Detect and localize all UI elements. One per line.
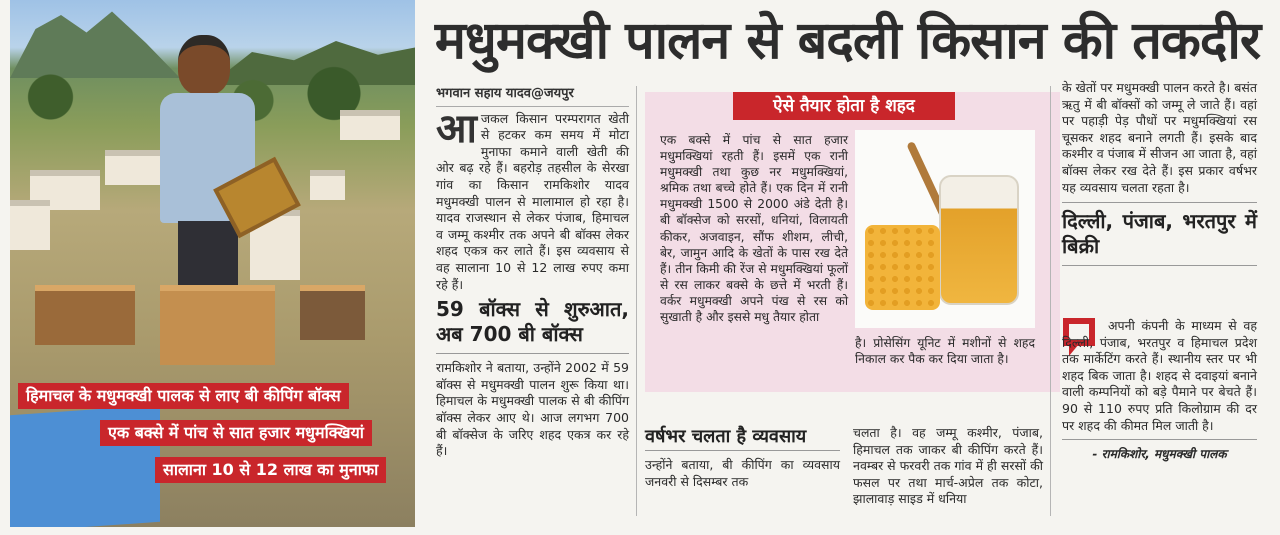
farmer-figure (160, 35, 270, 285)
divider (436, 353, 629, 354)
column-1 (436, 86, 629, 460)
intro-text: जकल किसान परम्परागत खेती से हटकर कम समय में मोटा मुनाफा कमाने वाली खेती की ओर बढ़ रहे हैं। बहरोड़ तहसील के सेरखा गांव का किसान रामकिशोर यादव मधुमक्खी पालन से मालामाल हो रहा है। यादव राजस्थान से लेकर पंजाब, हिमाचल व जम्मू कश्मीर तक अपने बी बॉक्स लेकर शहद एकत्र कर लाते हैं। इस व्यवसाय से वह सालाना 10 से 12 लाख रुपए कमा रहे हैं। (436, 110, 629, 292)
subheading-year-round: वर्षभर चलता है व्यवसाय (645, 426, 807, 447)
column-right (1062, 80, 1257, 272)
divider (1062, 439, 1257, 440)
quote-text: अपनी कंपनी के माध्यम से वह दिल्ली, पंजाब, भरतपुर व हिमाचल प्रदेश तक मार्केटिंग करते हैं। स्थानीय स्तर पर भी शहद बिक जाता है। शहद से दवाइयां बनाने वाली कम्पनियों को बड़े पैमाने पर बेचते हैं। 90 से 110 रुपए प्रति किलोग्राम की दर पर शहद की कीमत मिल जाती है। (1062, 318, 1257, 433)
divider (1062, 265, 1257, 266)
honey-box-title: ऐसे तैयार होता है शहद (733, 92, 955, 120)
year-round-section (645, 425, 840, 490)
bee-box (105, 150, 165, 185)
year-round-text-continued: चलता है। वह जम्मू कश्मीर, पंजाब, हिमाचल तक जाकर बी कीपिंग करते हैं। नवम्बर से फरवरी तक गांव में ही सरसों की फसल पर तथा मार्च-अप्रेल तक कोटा, झालावाड़ साइड में धनिया (853, 425, 1043, 507)
honey-jar (939, 175, 1019, 305)
photo-caption: हिमाचल के मधुमक्खी पालक से लाए बी कीपिंग बॉक्स (18, 383, 349, 409)
honeycomb (865, 225, 940, 310)
wooden-bee-box (300, 285, 365, 340)
subheading-59-boxes: 59 बॉक्स से शुरुआत, अब 700 बी बॉक्स (436, 297, 629, 347)
bee-box (340, 110, 400, 140)
intro-paragraph (436, 105, 629, 294)
quote-block (1062, 318, 1257, 463)
quote-attribution: - रामकिशोर, मधुमक्खी पालक (1092, 447, 1227, 462)
paragraph-2: रामकिशोर ने बताया, उन्होंने 2002 में 59 बॉक्स से मधुमक्खी पालन शुरू किया था। हिमाचल के मधुमक्खी पालक से बी कीपिंग बॉक्स लेकर आए थे। आज लगभग 700 बी बॉक्सेज के जरिए शहद एकत्र कर रहे हैं। (436, 360, 629, 459)
byline: भगवान सहाय यादव@जयपुर (436, 86, 629, 107)
honey-box-text: एक बक्से में पांच से सात हजार मधुमक्खियां रहती हैं। इसमें एक रानी मधुमक्खी तथा कुछ नर मधुमक्खियां, श्रमिक तथा बच्चे होते हैं। एक दिन में रानी मधुमक्खी 1500 से 2000 अंडे देती है। बी बॉक्सेज को सरसों, धनियां, विलायती कीकर, अजवाइन, सौंफ शीशम, लीची, बेर, जामुन आदि के खेतों के पास रख देते हैं। तीन किमी की रेंज से मधुमक्खियां फूलों से रस लाकर बक्से के छत्ते में भरती हैं। वर्कर मधुमक्खी अपने पंख से रस को सुखाती है और इससे मधु तैयार होता (660, 133, 848, 325)
beekeeper-photo (10, 0, 415, 527)
wooden-bee-box (160, 285, 275, 365)
photo-caption: एक बक्से में पांच से सात हजार मधुमक्खियां (100, 420, 372, 446)
right-column-text: के खेतों पर मधुमक्खी पालन करते है। बसंत ऋतु में बी बॉक्सों को जम्मू ले जाते हैं। वहां पर पहाड़ी पेड़ पौधों पर मधुमक्खियां रस चूसकर शहद बनाने लगती हैं। इसके बाद कश्मीर व पंजाब में सीजन आ जाता है, वहां बॉक्स लेकर रख देते हैं। इस प्रकार वर्षभर यह व्यवसाय चलता रहता है। (1062, 80, 1257, 195)
headline: मधुमक्खी पालन से बदली किसान की तकदीर (434, 11, 1261, 71)
divider (1062, 202, 1257, 203)
year-round-text: उन्होंने बताया, बी कीपिंग का व्यवसाय जनवरी से दिसम्बर तक (645, 457, 840, 489)
column-divider (636, 86, 637, 516)
honey-box-text-2: है। प्रोसेसिंग यूनिट में मशीनों से शहद निकाल कर पैक कर दिया जाता है। (855, 336, 1035, 366)
subheading-sales: दिल्ली, पंजाब, भरतपुर में बिक्री (1062, 209, 1257, 259)
column-divider (1050, 86, 1051, 516)
honey-jar-image (855, 130, 1035, 328)
photo-caption: सालाना 10 से 12 लाख का मुनाफा (155, 457, 386, 483)
divider (645, 450, 840, 451)
bee-box (10, 200, 50, 250)
drop-cap: आ (436, 105, 477, 152)
wooden-bee-box (35, 285, 135, 345)
bee-box (310, 170, 345, 200)
